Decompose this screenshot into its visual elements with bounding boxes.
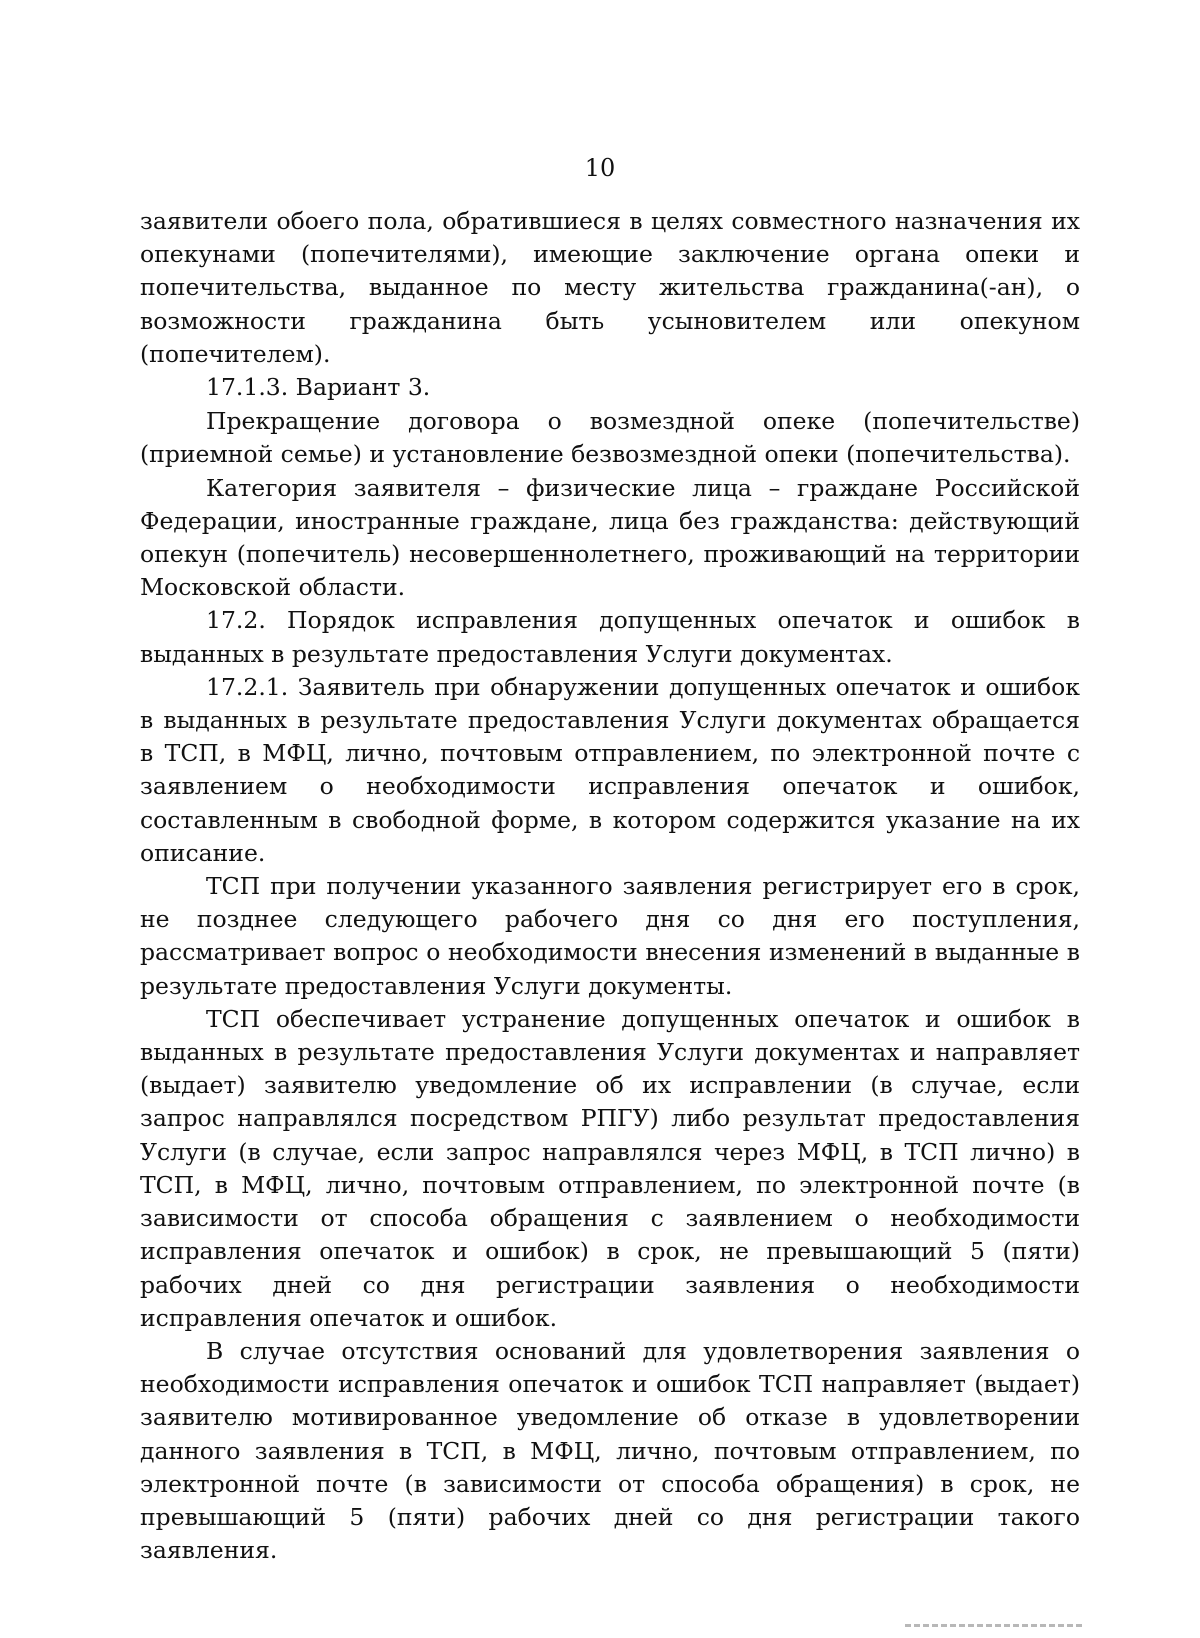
paragraph-variant-3-description: Прекращение договора о возмездной опеке (попечительстве) (приемной семье) и установление безвозмездной опеки (попечительства). [140, 407, 1080, 469]
document-body [140, 205, 1080, 1567]
paragraph-refusal: В случае отсутствия оснований для удовлетворения заявления о необходимости исправления опечаток и ошибок ТСП направляет (выдает) заявителю мотивированное уведомление об отказе в удовлетворении данного заявления в ТСП, в МФЦ, лично, почтовым отправлением, по электронной почте (в зависимости от способа обращения) в срок, не превышающий 5 (пяти) рабочих дней со дня регистрации такого заявления. [140, 1336, 1080, 1565]
paragraph-applicants-continuation: заявители обоего пола, обратившиеся в целях совместного назначения их опекунами (попечителями), имеющие заключение органа опеки и попечительства, выданное по месту жительства гражданина(-ан), о возможности гражданина быть усыновителем или опекуном (попечителем). [140, 207, 1080, 368]
paragraph-17-2-heading: 17.2. Порядок исправления допущенных опечаток и ошибок в выданных в результате предоставления Услуги документах. [140, 606, 1080, 668]
paragraph-variant-3-heading: 17.1.3. Вариант 3. [206, 373, 431, 402]
paragraph-applicant-category: Категория заявителя – физические лица – граждане Российской Федерации, иностранные граждане, лица без гражданства: действующий опекун (попечитель) несовершеннолетнего, проживающий на территории Московской области. [140, 473, 1080, 602]
scan-artifact-line [905, 1624, 1085, 1627]
page-number: 10 [584, 154, 616, 182]
paragraph-tsp-correction: ТСП обеспечивает устранение допущенных опечаток и ошибок в выданных в результате предоставления Услуги документах и направляет (выдает) заявителю уведомление об их исправлении (в случае, если запрос направлялся посредством РПГУ) либо результат предоставления Услуги (в случае, если запрос направлялся через МФЦ, в ТСП лично) в ТСП, в МФЦ, лично, почтовым отправлением, по электронной почте (в зависимости от способа обращения с заявлением о необходимости исправления опечаток и ошибок) в срок, не превышающий 5 (пяти) рабочих дней со дня регистрации заявления о необходимости исправления опечаток и ошибок. [140, 1004, 1080, 1332]
paragraph-17-2-1: 17.2.1. Заявитель при обнаружении допущенных опечаток и ошибок в выданных в результате предоставления Услуги документах обращается в ТСП, в МФЦ, лично, почтовым отправлением, по электронной почте с заявлением о необходимости исправления опечаток и ошибок, составленным в свободной форме, в котором содержится указание на их описание. [140, 672, 1080, 867]
paragraph-tsp-registration: ТСП при получении указанного заявления регистрирует его в срок, не позднее следующего рабочего дня со дня его поступления, рассматривает вопрос о необходимости внесения изменений в выданные в результате предоставления Услуги документы. [140, 872, 1080, 1000]
